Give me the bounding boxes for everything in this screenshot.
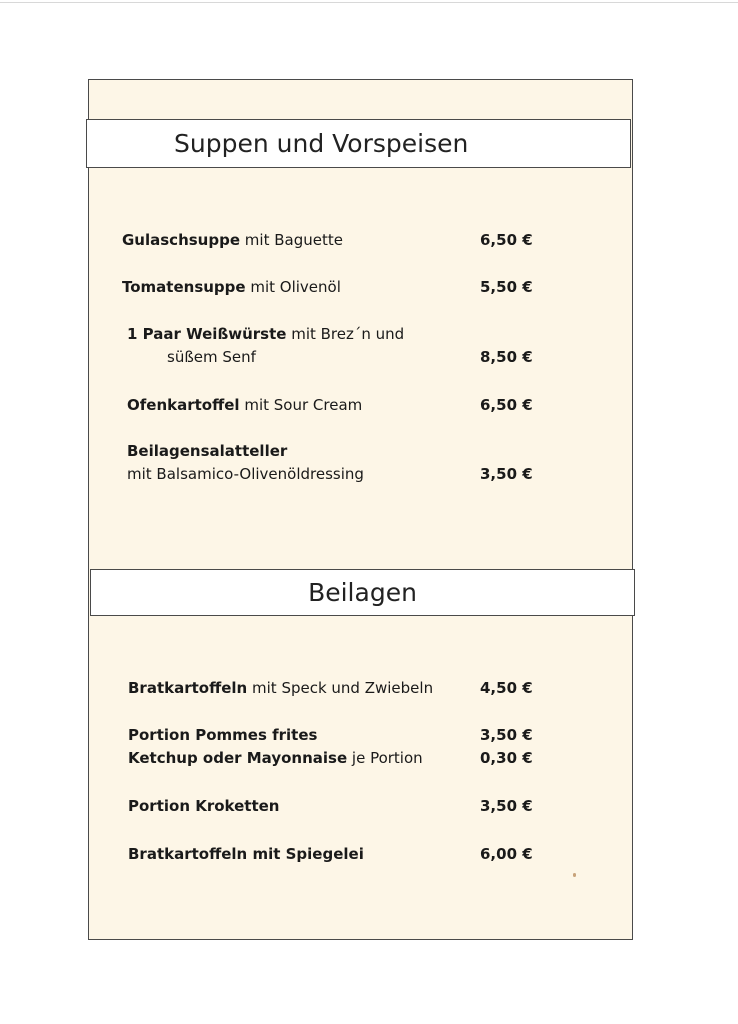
item-desc: mit Speck und Zwiebeln (247, 679, 434, 697)
item-desc-line2-beilagensalat: mit Balsamico-Olivenöldressing (127, 465, 364, 483)
item-price-bratkartoffeln-speck: 4,50 € (480, 679, 533, 697)
menu-item-bratkartoffeln-speck (128, 677, 433, 699)
item-desc: mit Brez´n und (286, 325, 405, 343)
item-price-pommes: 3,50 € (480, 726, 533, 744)
section-header-sides (90, 569, 635, 616)
item-desc: mit Olivenöl (245, 278, 341, 296)
item-name: Ofenkartoffel (127, 396, 240, 414)
item-name: Bratkartoffeln mit Spiegelei (128, 845, 364, 863)
item-price-tomatensuppe: 5,50 € (480, 278, 533, 296)
section-title-soups: Suppen und Vorspeisen (174, 129, 469, 158)
section-title-sides: Beilagen (308, 578, 417, 607)
item-price-ofenkartoffel: 6,50 € (480, 396, 533, 414)
menu-item-gulaschsuppe (122, 229, 343, 251)
menu-item-beilagensalat (127, 440, 287, 462)
item-price-kroketten: 3,50 € (480, 797, 533, 815)
item-name: Bratkartoffeln (128, 679, 248, 697)
item-name: Beilagensalatteller (127, 442, 288, 460)
item-desc: mit Baguette (240, 231, 343, 249)
menu-item-ketchup (128, 747, 423, 769)
menu-item-kroketten (128, 795, 279, 817)
section-header-soups (86, 119, 631, 168)
menu-item-bratkartoffeln-spiegelei (128, 843, 364, 865)
item-name: Portion Pommes frites (128, 726, 318, 744)
item-price-weisswuerste: 8,50 € (480, 348, 533, 366)
item-price-beilagensalat: 3,50 € (480, 465, 533, 483)
scan-speck (573, 873, 576, 877)
item-desc-line2-weisswuerste: süßem Senf (167, 348, 256, 366)
item-price-ketchup: 0,30 € (480, 749, 533, 767)
item-name: Ketchup oder Mayonnaise (128, 749, 348, 767)
item-price-gulaschsuppe: 6,50 € (480, 231, 533, 249)
menu-item-weisswuerste (127, 323, 404, 345)
item-desc: je Portion (347, 749, 423, 767)
menu-item-ofenkartoffel (127, 394, 362, 416)
item-name: Portion Kroketten (128, 797, 280, 815)
item-desc: mit Sour Cream (239, 396, 363, 414)
item-name: Tomatensuppe (122, 278, 246, 296)
menu-item-tomatensuppe (122, 276, 341, 298)
scan-edge-line (0, 2, 738, 3)
item-price-bratkartoffeln-spiegelei: 6,00 € (480, 845, 533, 863)
item-name: Gulaschsuppe (122, 231, 241, 249)
menu-item-pommes (128, 724, 317, 746)
item-name: 1 Paar Weißwürste (127, 325, 287, 343)
